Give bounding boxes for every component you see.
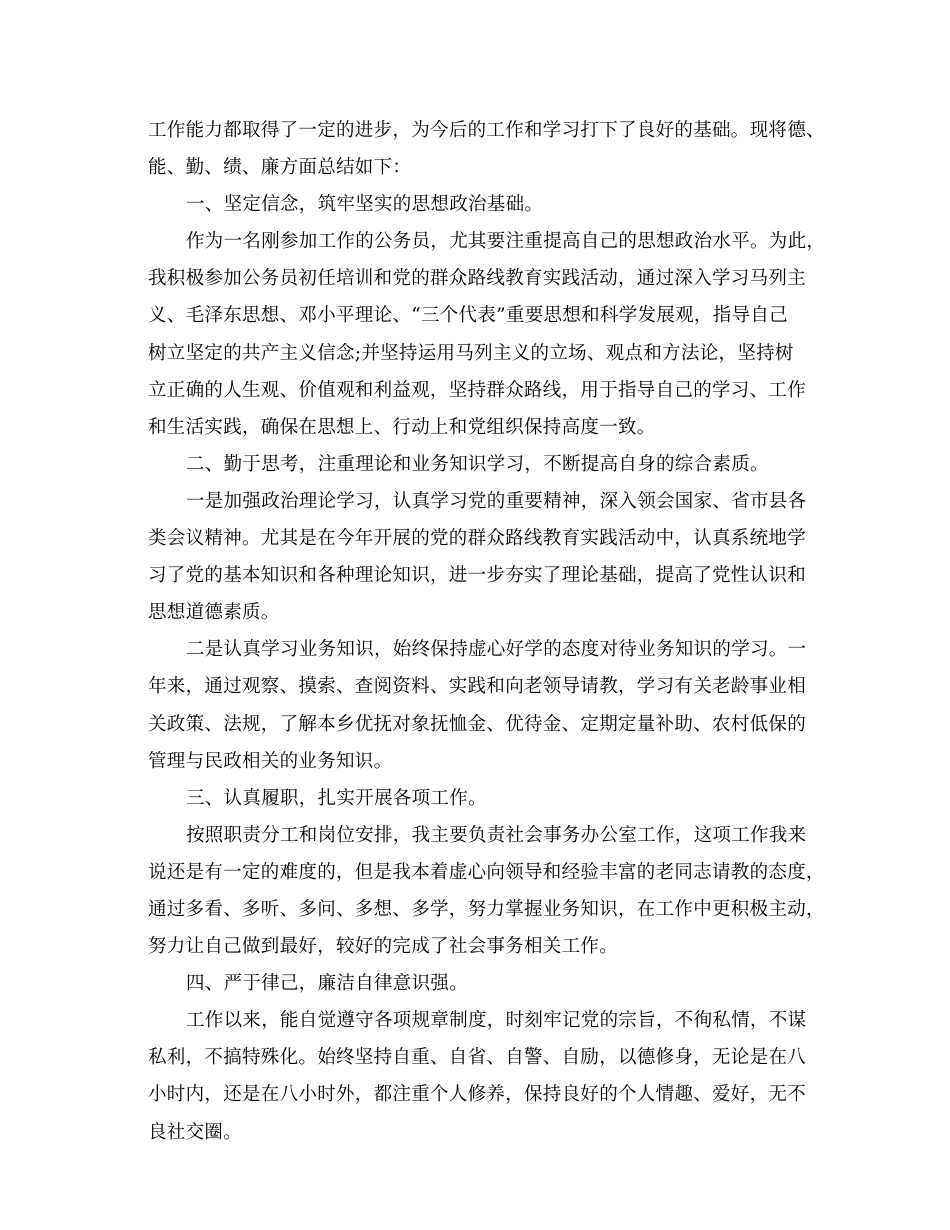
text-line: 一、坚定信念，筑牢坚实的思想政治基础。 <box>186 194 544 216</box>
text-line: 良社交圈。 <box>148 1121 243 1143</box>
document-body <box>148 112 826 1151</box>
text-line: 年来，通过观察、摸索、查阅资料、实践和向老领导请教，学习有关老龄事业相 <box>148 676 807 698</box>
text-line: 思想道德素质。 <box>148 602 280 624</box>
text-line: 关政策、法规，了解本乡优抚对象抚恤金、优待金、定期定量补助、农村低保的 <box>148 713 807 735</box>
text-line: 私利，不搞特殊化。始终坚持自重、自省、自警、自励，以德修身，无论是在八 <box>148 1047 807 1069</box>
text-line: 立正确的人生观、价值观和利益观，坚持群众路线，用于指导自己的学习、工作 <box>148 379 807 401</box>
text-line: 三、认真履职，扎实开展各项工作。 <box>186 787 487 809</box>
text-line: 能、勤、绩、廉方面总结如下： <box>148 157 412 179</box>
text-line: 说还是有一定的难度的，但是我本着虚心向领导和经验丰富的老同志请教的态度， <box>148 861 825 883</box>
text-line: 树立坚定的共产主义信念;并坚持运用马列主义的立场、观点和方法论，坚持树 <box>148 342 794 364</box>
text-line: 通过多看、多听、多问、多想、多学，努力掌握业务知识，在工作中更积极主动， <box>148 898 825 920</box>
text-line: 和生活实践，确保在思想上、行动上和党组织保持高度一致。 <box>148 416 656 438</box>
text-line: 一是加强政治理论学习，认真学习党的重要精神，深入领会国家、省市县各 <box>186 490 807 512</box>
text-line: 工作能力都取得了一定的进步，为今后的工作和学习打下了良好的基础。现将德、 <box>148 120 825 141</box>
text-line: 作为一名刚参加工作的公务员，尤其要注重提高自己的思想政治水平。为此， <box>186 231 826 253</box>
text-line: 努力让自己做到最好，较好的完成了社会事务相关工作。 <box>148 936 619 958</box>
text-line: 四、严于律己，廉洁自律意识强。 <box>186 973 469 995</box>
text-line: 我积极参加公务员初任培训和党的群众路线教育实践活动，通过深入学习马列主 <box>148 268 807 290</box>
text-line: 按照职责分工和岗位安排，我主要负责社会事务办公室工作，这项工作我来 <box>186 824 807 846</box>
text-line: 小时内，还是在八小时外，都注重个人修养，保持良好的个人情趣、爱好，无不 <box>148 1084 807 1106</box>
text-line: 工作以来，能自觉遵守各项规章制度，时刻牢记党的宗旨，不徇私情，不谋 <box>186 1010 807 1032</box>
text-line: 二是认真学习业务知识，始终保持虚心好学的态度对待业务知识的学习。一 <box>186 639 807 661</box>
text-line: 习了党的基本知识和各种理论知识，进一步夯实了理论基础，提高了党性认识和 <box>148 565 807 587</box>
text-line: 二、勤于思考，注重理论和业务知识学习，不断提高自身的综合素质。 <box>186 453 769 475</box>
text-line: 义、毛泽东思想、邓小平理论、“三个代表”重要思想和科学发展观，指导自己 <box>148 305 788 327</box>
text-line: 管理与民政相关的业务知识。 <box>148 750 393 772</box>
text-line: 类会议精神。尤其是在今年开展的党的群众路线教育实践活动中，认真系统地学 <box>148 528 807 550</box>
